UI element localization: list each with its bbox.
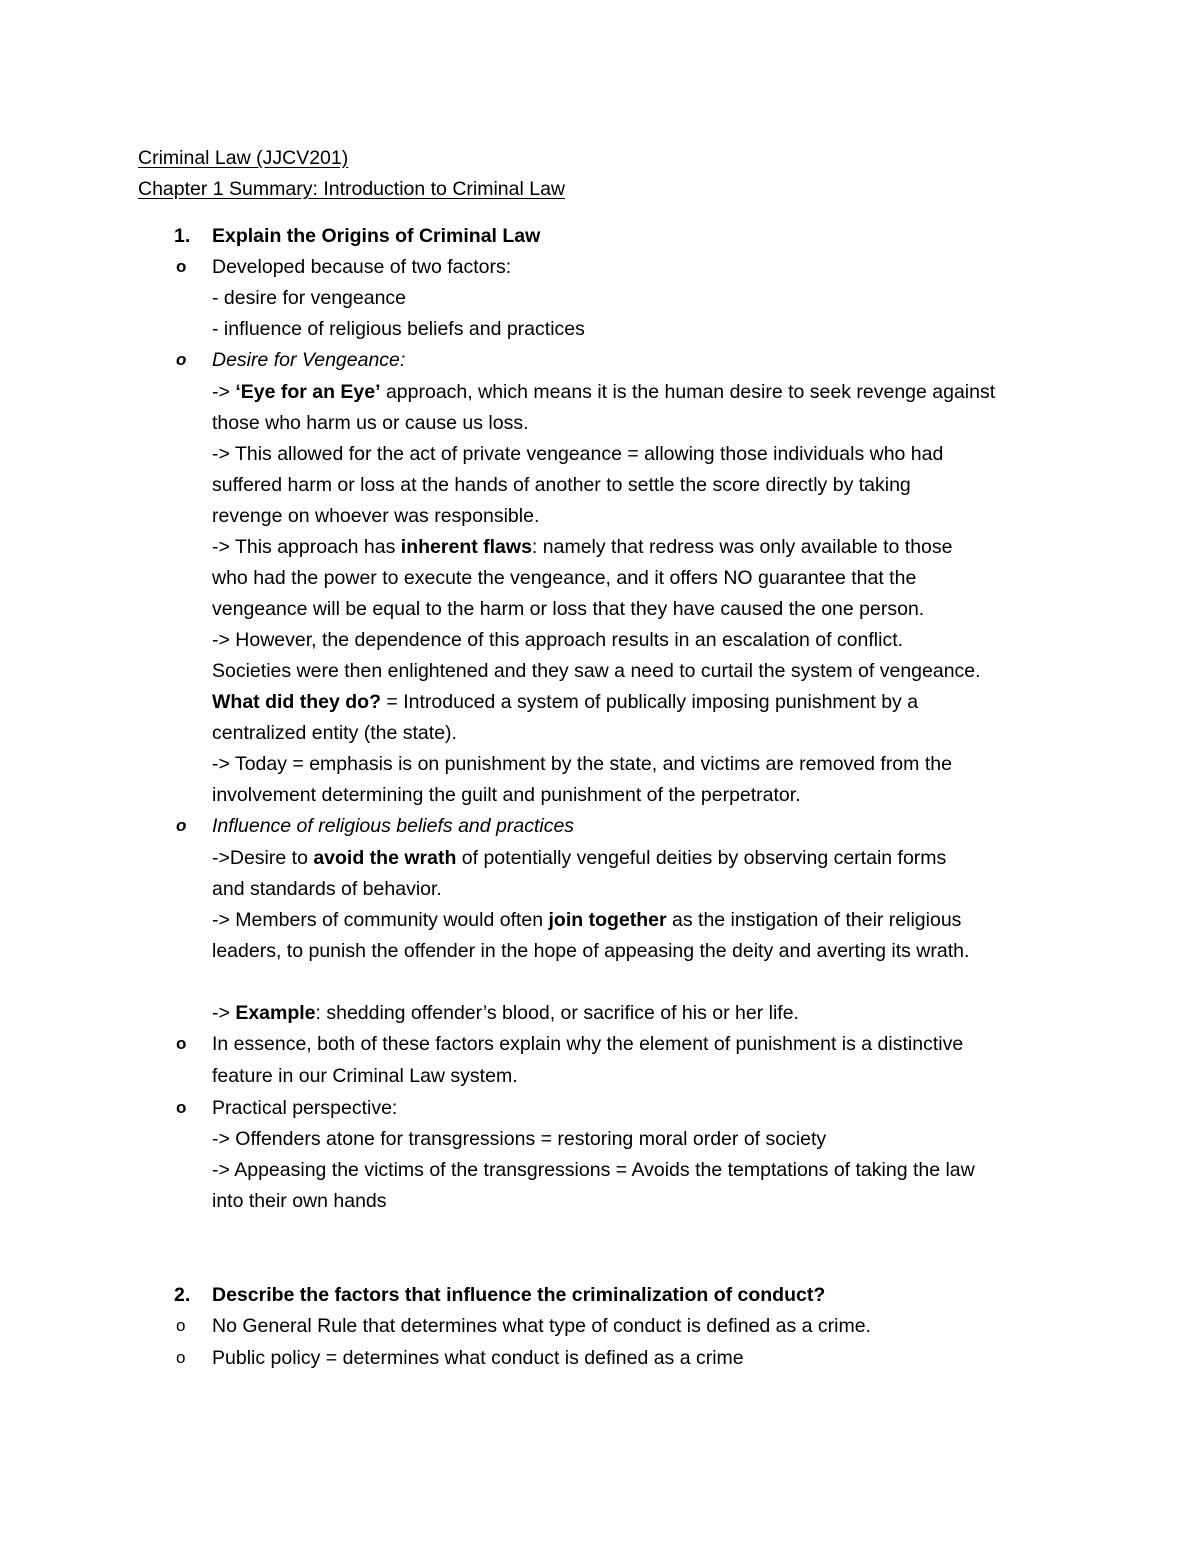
text-line: who had the power to execute the vengeance, and it offers NO guarantee that the (212, 567, 917, 589)
text-line: -> However, the dependence of this approach results in an escalation of conflict. (212, 629, 904, 651)
text-line: involvement determining the guilt and punishment of the perpetrator. (212, 784, 801, 806)
bullet-marker: o (176, 350, 187, 369)
text-line (212, 690, 918, 714)
text-line: Societies were then enlightened and they saw a need to curtail the system of vengeance. (212, 660, 981, 682)
text-run: ->Desire to (212, 847, 314, 869)
text-line: and standards of behavior. (212, 878, 442, 900)
bold-run: join together (548, 909, 667, 931)
text-line: -> Offenders atone for transgressions = restoring moral order of society (212, 1128, 827, 1150)
bullet-marker: o (176, 1034, 187, 1053)
doc-title: Criminal Law (JJCV201) (138, 147, 349, 169)
text-line (212, 380, 995, 404)
text-run: -> (212, 1002, 236, 1024)
text-run: : namely that redress was only available to those (531, 536, 953, 558)
bold-run: inherent flaws (400, 536, 532, 558)
bullet-marker: o (176, 257, 187, 276)
subheading-religion: Influence of religious beliefs and practices (212, 815, 575, 837)
section-1-heading: Explain the Origins of Criminal Law (212, 225, 541, 247)
section-2-number: 2. (174, 1284, 191, 1306)
text-run: as the instigation of their religious (666, 909, 962, 931)
subheading-practical: Practical perspective: (212, 1097, 398, 1119)
text-line (212, 908, 961, 932)
text-run: approach, which means it is the human desire to seek revenge against (380, 381, 996, 403)
text-line: centralized entity (the state). (212, 722, 457, 744)
text-line: -> Today = emphasis is on punishment by the state, and victims are removed from the (212, 753, 952, 775)
text-line: - influence of religious beliefs and practices (212, 318, 585, 340)
text-line: revenge on whoever was responsible. (212, 505, 540, 527)
text-run: -> This approach has (212, 536, 401, 558)
text-line (212, 1001, 799, 1025)
bold-run: Example (235, 1002, 316, 1024)
text-run: of potentially vengeful deities by observing certain forms (456, 847, 947, 869)
subheading-vengeance: Desire for Vengeance: (212, 349, 406, 371)
text-line: Developed because of two factors: (212, 256, 512, 278)
text-line: - desire for vengeance (212, 287, 407, 309)
text-line: vengeance will be equal to the harm or loss that they have caused the one person. (212, 598, 925, 620)
text-line: those who harm us or cause us loss. (212, 412, 529, 434)
text-line (212, 535, 952, 559)
text-line: In essence, both of these factors explain why the element of punishment is a distinctive (212, 1033, 964, 1055)
bullet-marker: o (176, 1316, 186, 1335)
text-line: into their own hands (212, 1190, 387, 1212)
text-line: suffered harm or loss at the hands of another to settle the score directly by taking (212, 474, 911, 496)
text-line: -> Appeasing the victims of the transgressions = Avoids the temptations of taking the law (212, 1159, 975, 1181)
text-line: Public policy = determines what conduct is defined as a crime (212, 1347, 744, 1369)
text-run: -> Members of community would often (212, 909, 549, 931)
text-line: No General Rule that determines what type of conduct is defined as a crime. (212, 1315, 872, 1337)
text-run: : shedding offender’s blood, or sacrifice of his or her life. (315, 1002, 799, 1024)
text-line (212, 846, 946, 870)
text-line: -> This allowed for the act of private vengeance = allowing those individuals who had (212, 443, 944, 465)
section-1-number: 1. (174, 225, 191, 247)
section-2-heading: Describe the factors that influence the criminalization of conduct? (212, 1284, 826, 1306)
bold-run: avoid the wrath (313, 847, 457, 869)
text-line: feature in our Criminal Law system. (212, 1065, 518, 1087)
text-run: = Introduced a system of publically imposing punishment by a (380, 691, 919, 713)
bullet-marker: o (176, 1348, 186, 1367)
bullet-marker: o (176, 1098, 187, 1117)
bold-run: What did they do? (212, 691, 381, 713)
doc-subtitle: Chapter 1 Summary: Introduction to Criminal Law (138, 178, 566, 200)
bullet-marker: o (176, 816, 187, 835)
text-line: leaders, to punish the offender in the hope of appeasing the deity and averting its wrath. (212, 940, 970, 962)
text-run: -> (212, 381, 236, 403)
bold-run: ‘Eye for an Eye’ (235, 381, 381, 403)
